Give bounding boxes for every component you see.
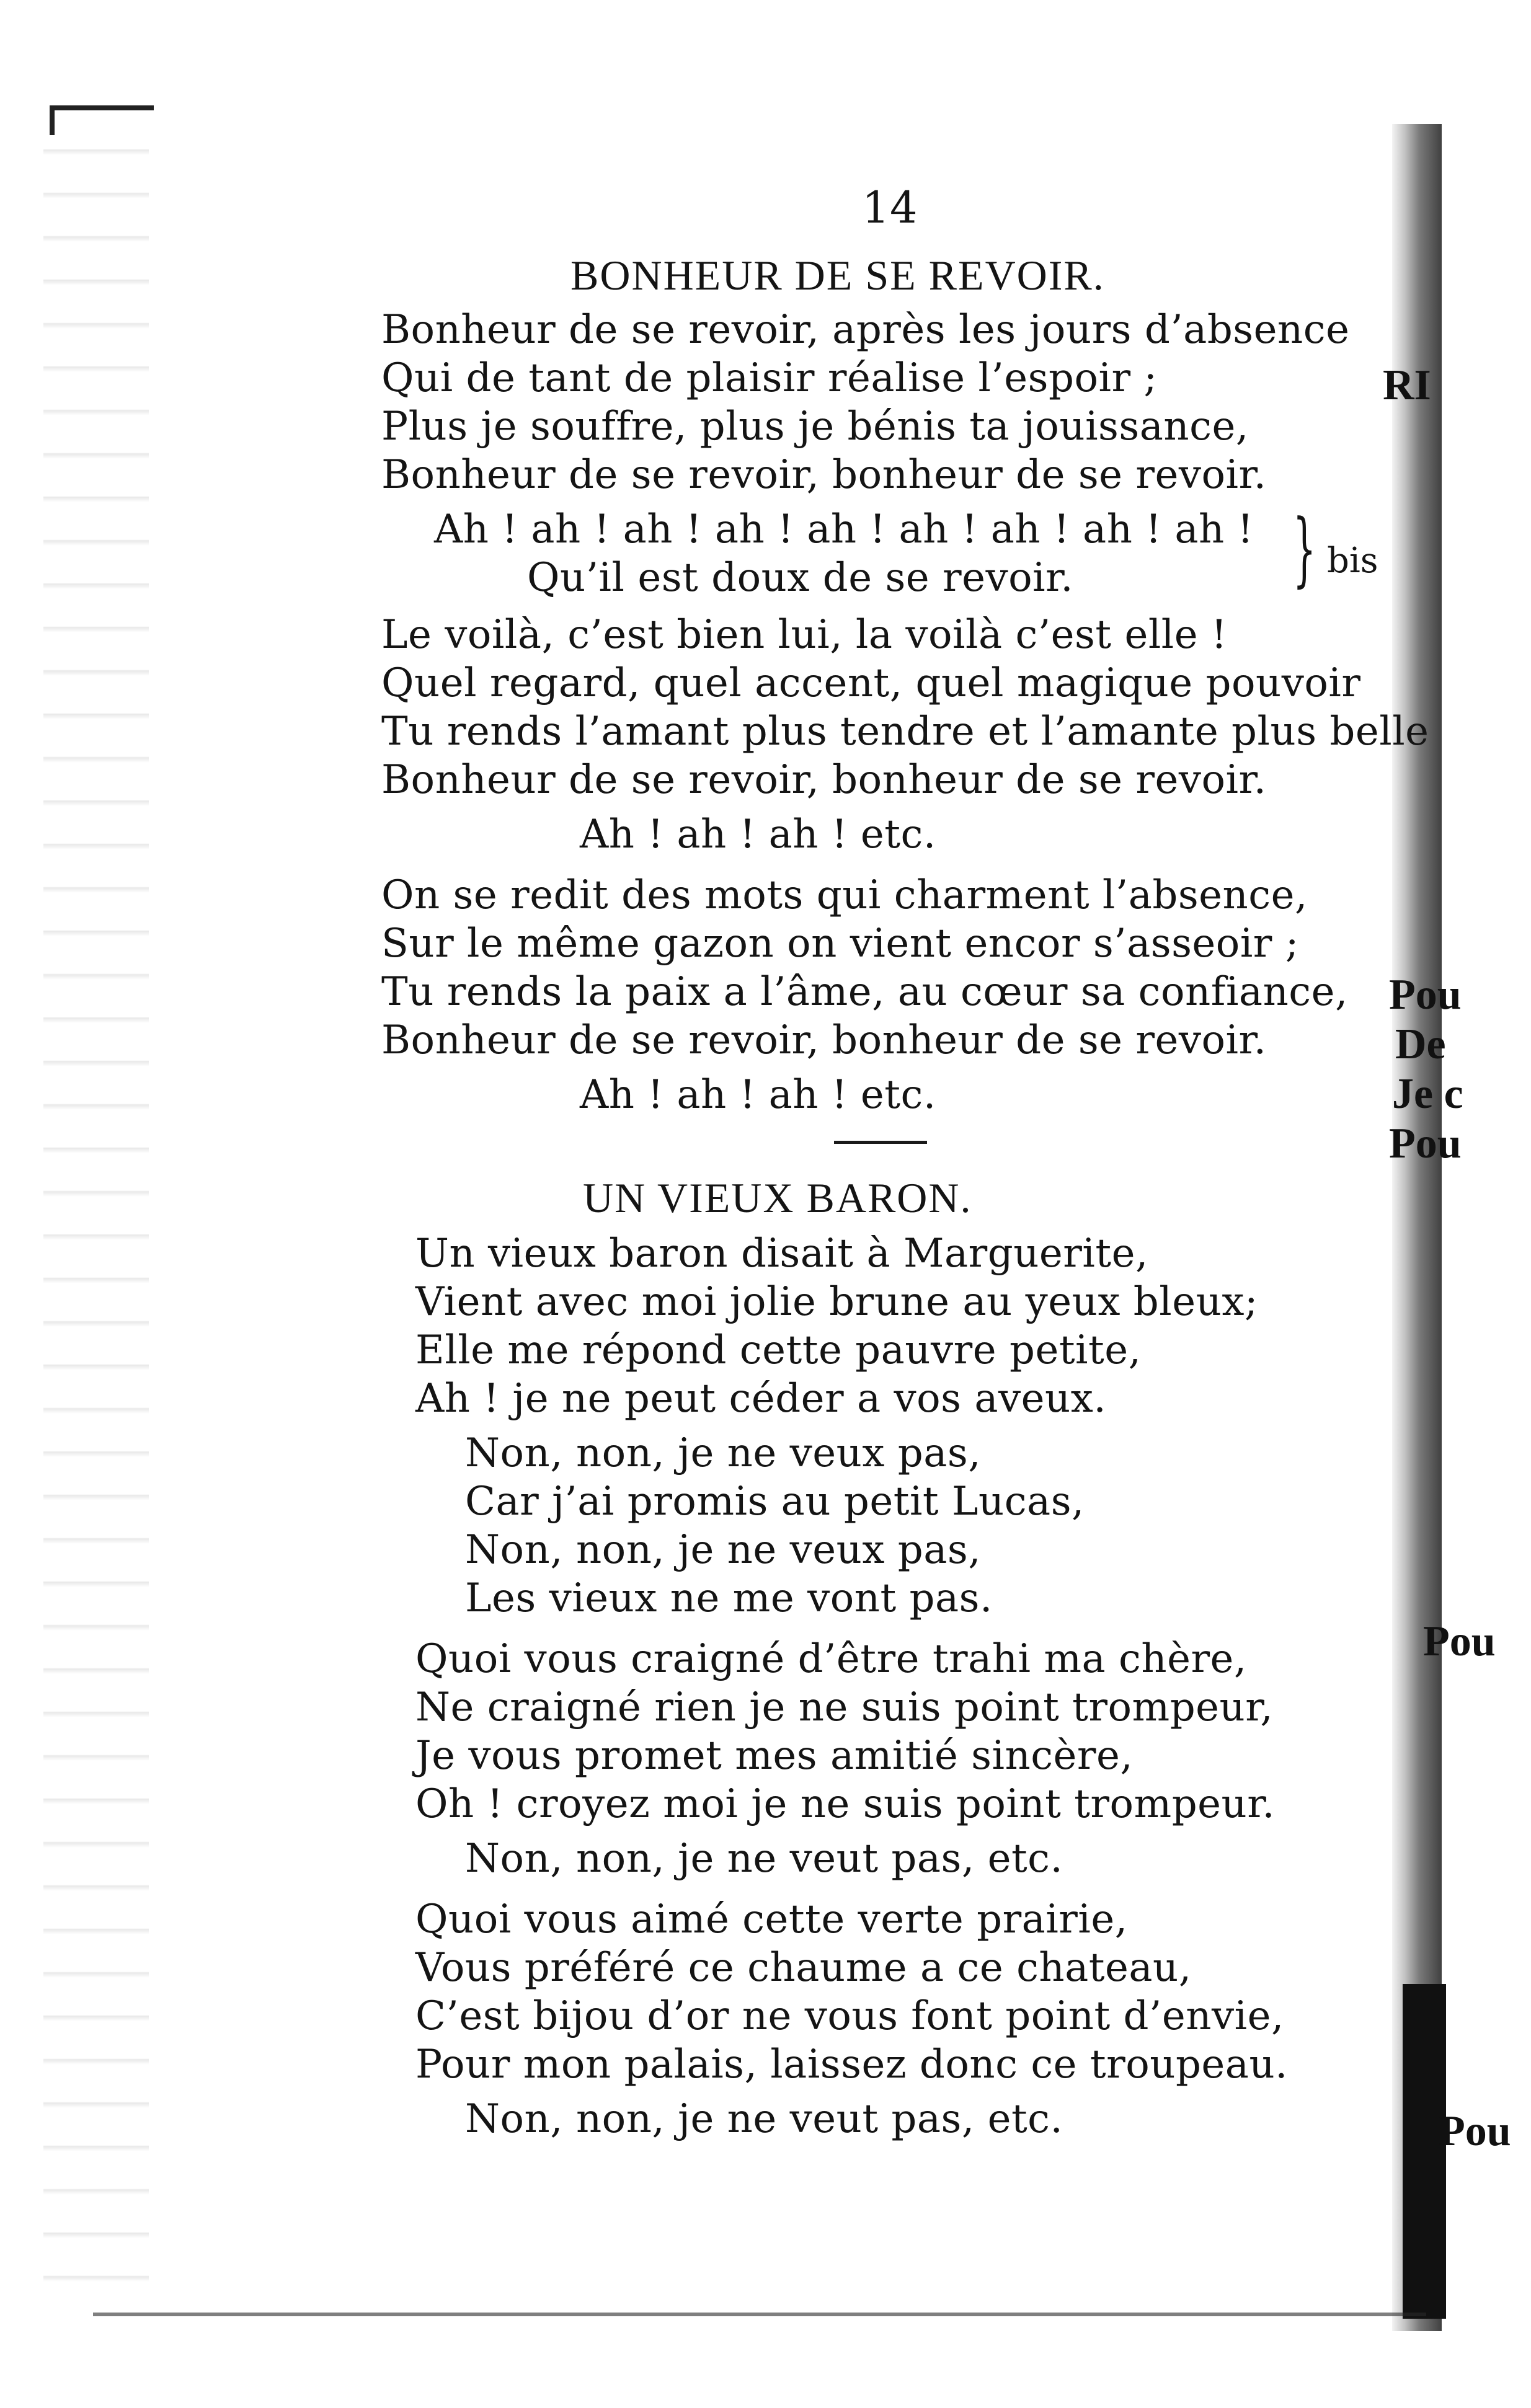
verse-line: Pour mon palais, laissez donc ce troupeau. bbox=[415, 2042, 1288, 2087]
refrain-line: Ah ! ah ! ah ! etc. bbox=[580, 1072, 936, 1118]
margin-fragment: Pou bbox=[1389, 1120, 1462, 1167]
verse-line: Tu rends l’amant plus tendre et l’amante plus belle bbox=[381, 709, 1429, 755]
bottom-scan-edge bbox=[93, 2313, 1426, 2316]
margin-fragment: De bbox=[1395, 1020, 1446, 1068]
verse-line: Tu rends la paix a l’âme, au cœur sa confiance, bbox=[381, 969, 1348, 1015]
verse-line: Sur le même gazon on vient encor s’asseoir ; bbox=[381, 921, 1299, 967]
verse-line: Vient avec moi jolie brune au yeux bleux; bbox=[415, 1279, 1258, 1325]
verse-line: Un vieux baron disait à Marguerite, bbox=[415, 1231, 1148, 1277]
verse-line: Qui de tant de plaisir réalise l’espoir ; bbox=[381, 355, 1158, 401]
verse-line: Ne craigné rien je ne suis point trompeur, bbox=[415, 1684, 1274, 1730]
page-number: 14 bbox=[862, 182, 918, 233]
verse-line: Le voilà, c’est bien lui, la voilà c’est elle ! bbox=[381, 612, 1228, 658]
margin-fragment: Je c bbox=[1392, 1070, 1463, 1118]
song-title-vieux-baron: UN VIEUX BARON. bbox=[583, 1174, 972, 1221]
verse-line: Quoi vous craigné d’être trahi ma chère, bbox=[415, 1636, 1247, 1682]
verse-line: Quoi vous aimé cette verte prairie, bbox=[415, 1897, 1128, 1942]
verse-line: Ah ! je ne peut céder a vos aveux. bbox=[415, 1376, 1107, 1422]
chorus-line: Car j’ai promis au petit Lucas, bbox=[465, 1479, 1085, 1525]
verse-line: Bonheur de se revoir, bonheur de se revoir. bbox=[381, 757, 1267, 803]
verse-line: Oh ! croyez moi je ne suis point trompeur. bbox=[415, 1781, 1276, 1827]
margin-fragment: RI bbox=[1383, 361, 1431, 409]
verse-line: Bonheur de se revoir, après les jours d’absence bbox=[381, 307, 1350, 353]
corner-scan-mark bbox=[50, 105, 154, 135]
verse-line: Elle me répond cette pauvre petite, bbox=[415, 1327, 1142, 1373]
verse-line: On se redit des mots qui charment l’absence, bbox=[381, 872, 1308, 918]
verse-line: Je vous promet mes amitié sincère, bbox=[415, 1733, 1134, 1779]
margin-fragment: Pou bbox=[1389, 971, 1462, 1019]
verse-line: Vous préféré ce chaume a ce chateau, bbox=[415, 1945, 1192, 1991]
verse-line: Quel regard, quel accent, quel magique pouvoir bbox=[381, 660, 1361, 706]
refrain-brace: } bbox=[1293, 502, 1316, 596]
verse-line: Bonheur de se revoir, bonheur de se revoir. bbox=[381, 1017, 1267, 1063]
verse-line: Bonheur de se revoir, bonheur de se revoir. bbox=[381, 452, 1267, 498]
chorus-line: Non, non, je ne veut pas, etc. bbox=[465, 1836, 1063, 1882]
chorus-line: Les vieux ne me vont pas. bbox=[465, 1575, 993, 1621]
refrain-bis-mark: bis bbox=[1327, 541, 1378, 581]
chorus-line: Non, non, je ne veux pas, bbox=[465, 1527, 982, 1573]
song-title-bonheur: BONHEUR DE SE REVOIR. bbox=[570, 252, 1105, 299]
chorus-line: Non, non, je ne veux pas, bbox=[465, 1430, 982, 1476]
refrain-line: Qu’il est doux de se revoir. bbox=[527, 555, 1074, 601]
refrain-line: Ah ! ah ! ah ! etc. bbox=[580, 812, 936, 857]
verse-line: Plus je souffre, plus je bénis ta jouissance, bbox=[381, 404, 1249, 449]
section-divider bbox=[834, 1141, 927, 1144]
refrain-line: Ah ! ah ! ah ! ah ! ah ! ah ! ah ! ah ! ah ! bbox=[434, 507, 1254, 552]
chorus-line: Non, non, je ne veut pas, etc. bbox=[465, 2096, 1063, 2142]
verse-line: C’est bijou d’or ne vous font point d’envie, bbox=[415, 1993, 1284, 2039]
left-scan-edge bbox=[43, 112, 149, 2319]
margin-fragment: Pou bbox=[1439, 2107, 1511, 2155]
margin-fragment: Pou bbox=[1423, 1618, 1496, 1665]
